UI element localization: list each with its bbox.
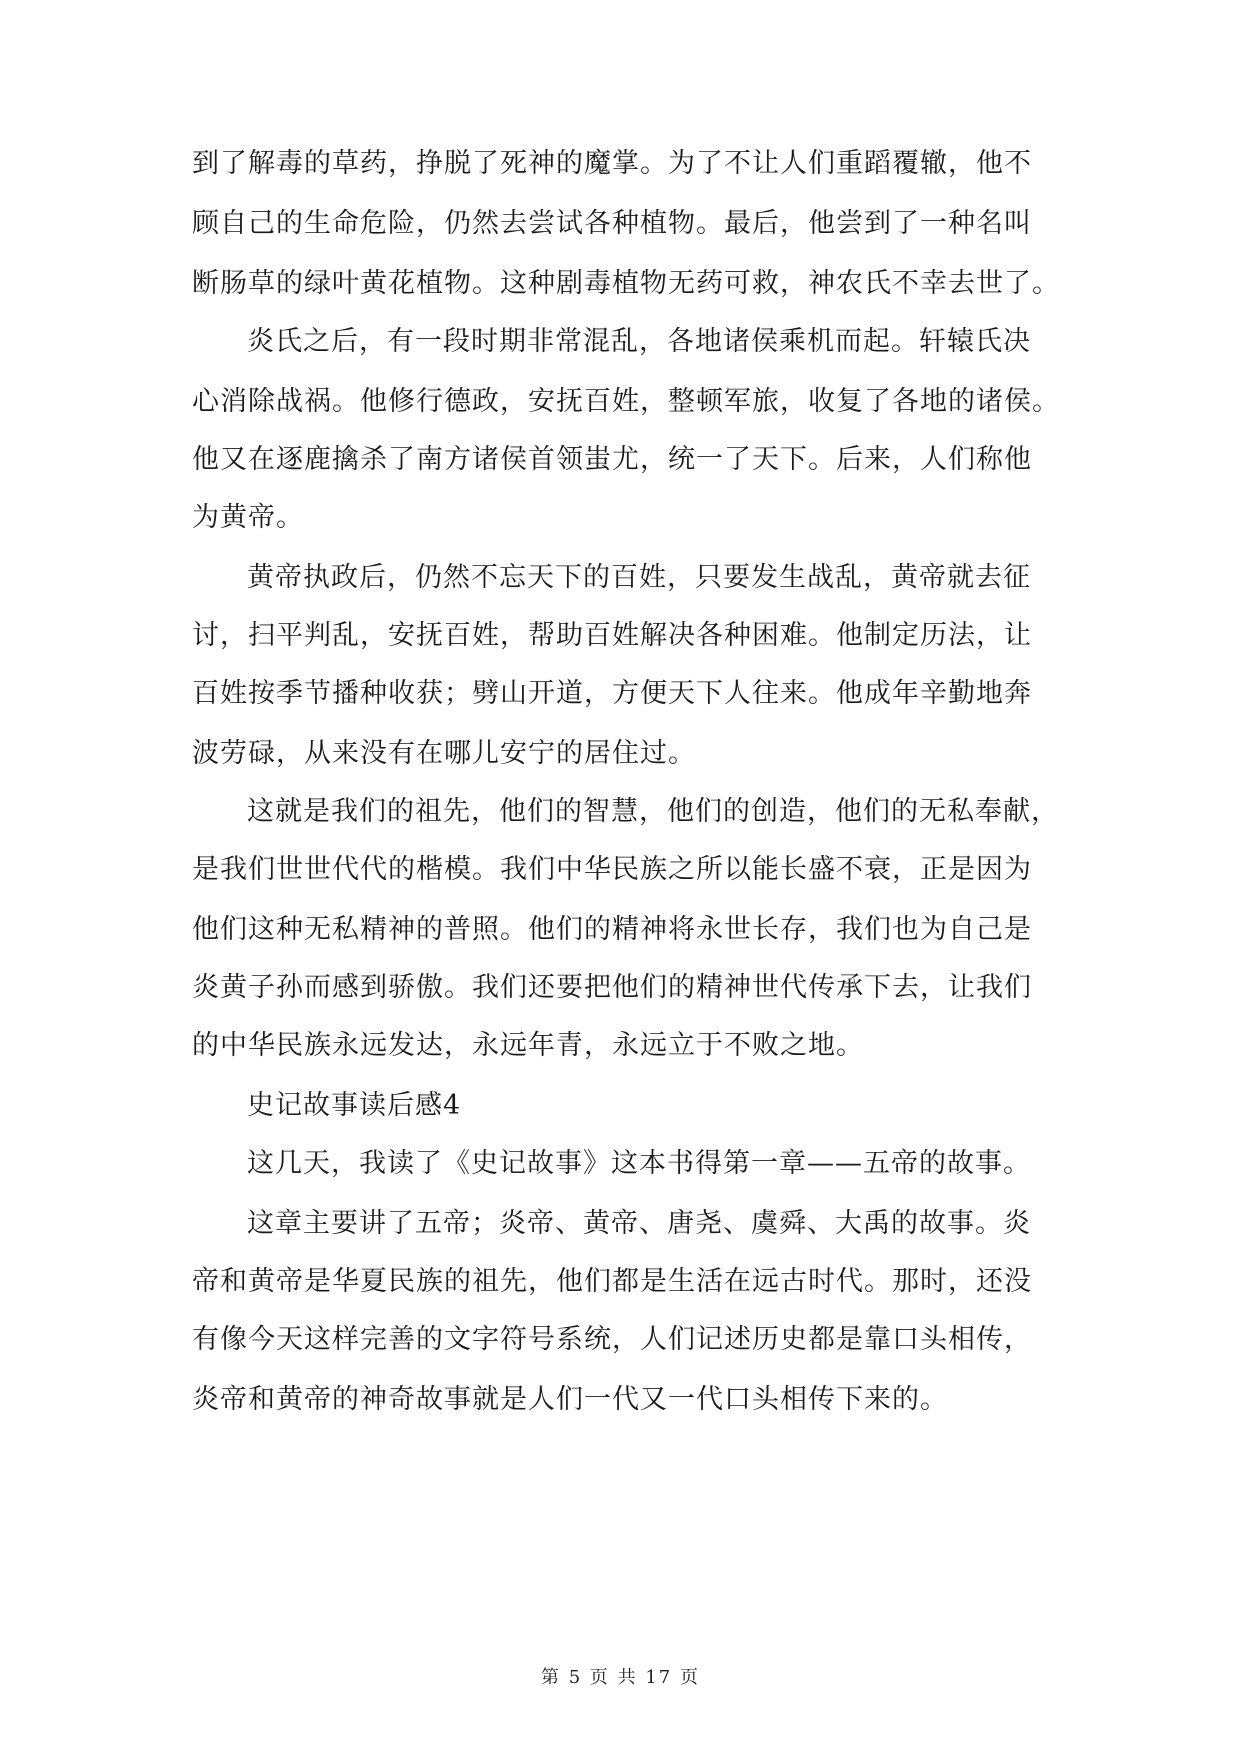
text-line: 为黄帝。: [192, 502, 304, 533]
text-line: 黄帝执政后，仍然不忘天下的百姓，只要发生战乱，黄帝就去征: [247, 562, 1031, 593]
text-line: 百姓按季节播种收获；劈山开道，方便天下人往来。他成年辛勤地奔: [192, 678, 1032, 709]
text-line: 讨，扫平判乱，安抚百姓，帮助百姓解决各种困难。他制定历法，让: [192, 620, 1032, 651]
text-line: 有像今天这样完善的文字符号系统，人们记述历史都是靠口头相传，: [192, 1324, 1032, 1355]
text-line: 心消除战祸。他修行德政，安抚百姓，整顿军旅，收复了各地的诸侯。: [192, 386, 1060, 417]
text-line: 断肠草的绿叶黄花植物。这种剧毒植物无药可救，神农氏不幸去世了。: [192, 268, 1060, 299]
text-line: 他又在逐鹿擒杀了南方诸侯首领蚩尤，统一了天下。后来，人们称他: [192, 444, 1032, 475]
text-line: 这章主要讲了五帝；炎帝、黄帝、唐尧、虞舜、大禹的故事。炎: [247, 1208, 1031, 1239]
text-line: 炎氏之后，有一段时期非常混乱，各地诸侯乘机而起。轩辕氏决: [247, 326, 1031, 357]
text-line: 顾自己的生命危险，仍然去尝试各种植物。最后，他尝到了一种名叫: [192, 208, 1032, 239]
text-line: 这几天，我读了《史记故事》这本书得第一章——五帝的故事。: [247, 1148, 1031, 1179]
page-number-footer: 第 5 页 共 17 页: [541, 1667, 700, 1688]
text-line: 他们这种无私精神的普照。他们的精神将永世长存，我们也为自己是: [192, 914, 1032, 945]
text-line: 到了解毒的草药，挣脱了死神的魔掌。为了不让人们重蹈覆辙，他不: [192, 148, 1032, 179]
text-line: 这就是我们的祖先，他们的智慧，他们的创造，他们的无私奉献，: [247, 796, 1059, 827]
text-line: 是我们世世代代的楷模。我们中华民族之所以能长盛不衰，正是因为: [192, 854, 1032, 885]
text-line: 炎帝和黄帝的神奇故事就是人们一代又一代口头相传下来的。: [192, 1384, 948, 1415]
text-line: 的中华民族永远发达，永远年青，永远立于不败之地。: [192, 1030, 864, 1061]
text-line: 帝和黄帝是华夏民族的祖先，他们都是生活在远古时代。那时，还没: [192, 1266, 1032, 1297]
section-heading: 史记故事读后感4: [247, 1090, 462, 1121]
text-line: 波劳碌，从来没有在哪儿安宁的居住过。: [192, 738, 696, 769]
text-line: 炎黄子孙而感到骄傲。我们还要把他们的精神世代传承下去，让我们: [192, 972, 1032, 1003]
